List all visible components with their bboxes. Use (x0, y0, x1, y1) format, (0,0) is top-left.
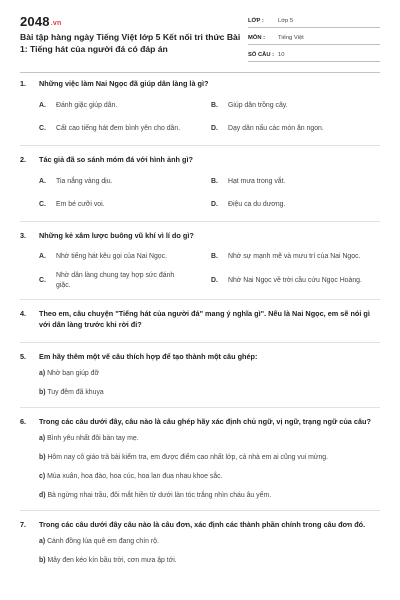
meta-value: 10 (278, 51, 285, 58)
option-label: B. (211, 102, 218, 109)
question-divider (20, 299, 380, 300)
sub-item-b (39, 388, 380, 398)
option-text: Nhờ dân làng chung tay hợp sức đánh giặc. (56, 272, 175, 289)
option-c[interactable] (39, 200, 211, 210)
question-number: 4. (20, 309, 27, 318)
option-text: Hạt mưa trong vắt. (228, 178, 286, 185)
sub-item-c (39, 472, 380, 482)
option-text: Nhờ tiếng hát kêu gọi của Nai Ngọc. (56, 253, 168, 260)
meta-key: SỐ CÂU : (248, 51, 275, 58)
question-text: Em hãy thêm một vế câu thích hợp để tạo thành một câu ghép: (39, 352, 258, 361)
option-label: B. (211, 178, 218, 185)
worksheet-header (20, 12, 380, 70)
question-number: 3. (20, 231, 27, 240)
option-label: C. (39, 277, 46, 284)
sub-item-text: Cánh đồng lúa quê em đang chín rộ. (47, 538, 159, 545)
question-number: 7. (20, 520, 27, 529)
sub-item-text: Mây đen kéo kín bầu trời, cơn mưa ập tới. (47, 557, 177, 564)
sub-item-label: a) (39, 370, 46, 377)
sub-item-label: a) (39, 538, 46, 545)
sub-item-d (39, 491, 380, 501)
question-number: 2. (20, 155, 27, 164)
option-a[interactable] (39, 101, 211, 111)
sub-item-label: b) (39, 389, 46, 396)
sub-item-text: Bình yêu nhất đôi bàn tay mẹ. (47, 435, 139, 442)
option-text: Nhờ Nai Ngọc về trời cầu cứu Ngọc Hoàng. (228, 277, 362, 284)
option-b[interactable] (211, 252, 383, 262)
sub-item-b (39, 453, 380, 463)
question-divider (20, 145, 380, 146)
site-logo[interactable] (20, 14, 61, 29)
sub-item-text: Hôm nay cô giáo trả bài kiểm tra, em được điểm cao nhất lớp, cả nhà em ai cũng vui mừng. (47, 454, 329, 461)
question-divider (20, 342, 380, 343)
sub-item-a (39, 434, 380, 444)
question-text: Những việc làm Nai Ngọc đã giúp dân làng là gì? (39, 79, 209, 88)
meta-row-subject (248, 31, 380, 45)
sub-item-label: d) (39, 492, 46, 499)
question-list (20, 78, 380, 566)
sub-item-label: b) (39, 557, 46, 564)
question-divider (20, 510, 380, 511)
option-label: D. (211, 277, 218, 284)
meta-key: MÔN : (248, 34, 266, 41)
logo-main: 2048 (20, 14, 50, 29)
option-text: Nhờ sự mạnh mẽ và mưu trí của Nai Ngọc. (228, 253, 361, 260)
meta-value: Lớp 5 (278, 17, 294, 24)
sub-item-b (39, 556, 380, 566)
question-number: 6. (20, 417, 27, 426)
question-4 (20, 308, 380, 330)
option-label: A. (39, 102, 46, 109)
question-text: Theo em, câu chuyện "Tiếng hát của người đá" mang ý nghĩa gì". Nếu là Nai Ngọc, em sẽ nói gì với dân làng trước khi rời đi? (39, 309, 370, 329)
sub-item-text: Nhờ bạn giúp đỡ (47, 370, 100, 377)
option-d[interactable] (211, 124, 383, 134)
question-6 (20, 416, 380, 501)
question-3 (20, 230, 380, 291)
option-label: D. (211, 201, 218, 208)
option-b[interactable] (211, 177, 383, 187)
question-5 (20, 351, 380, 398)
question-text: Trong các câu dưới đây câu nào là câu đơn, xác định các thành phần chính trong câu đơn đó. (39, 520, 366, 529)
option-d[interactable] (211, 271, 383, 291)
meta-row-count (248, 48, 380, 62)
meta-key: LỚP : (248, 17, 264, 24)
option-label: A. (39, 178, 46, 185)
option-text: Dạy dân nấu các món ăn ngon. (228, 125, 324, 132)
option-text: Tia nắng vàng dịu. (56, 178, 113, 185)
worksheet-title: Bài tập hàng ngày Tiếng Việt lớp 5 Kết nối tri thức Bài 1: Tiếng hát của người đá có đáp án (20, 32, 241, 54)
question-number: 5. (20, 352, 27, 361)
sub-item-a (39, 537, 380, 547)
option-label: D. (211, 125, 218, 132)
logo-suffix: .vn (50, 20, 62, 27)
question-text: Những kẻ xâm lược buông vũ khí vì lí do gì? (39, 231, 194, 240)
worksheet-meta (248, 14, 380, 65)
option-label: C. (39, 125, 46, 132)
question-7 (20, 519, 380, 566)
option-b[interactable] (211, 101, 383, 111)
option-label: B. (211, 253, 218, 260)
option-text: Cất cao tiếng hát đem bình yên cho dân. (56, 125, 181, 132)
sub-item-a (39, 369, 380, 379)
sub-item-label: c) (39, 473, 46, 480)
sub-item-label: a) (39, 435, 46, 442)
meta-row-class (248, 14, 380, 28)
question-2 (20, 154, 380, 210)
question-divider (20, 407, 380, 408)
header-divider (20, 72, 380, 73)
option-text: Em bé cưỡi voi. (56, 201, 105, 208)
question-number: 1. (20, 79, 27, 88)
sub-item-label: b) (39, 454, 46, 461)
option-text: Điệu ca du dương. (228, 201, 286, 208)
option-c[interactable] (39, 124, 211, 134)
option-a[interactable] (39, 252, 211, 262)
option-text: Giúp dân trồng cây. (228, 102, 288, 109)
question-text: Trong các câu dưới đây, câu nào là câu ghép hãy xác định chủ ngữ, vị ngữ, trạng ngữ của câu? (39, 417, 371, 426)
meta-value: Tiếng Việt (278, 34, 304, 41)
option-label: C. (39, 201, 46, 208)
option-a[interactable] (39, 177, 211, 187)
option-text: Đánh giặc giúp dân. (56, 102, 118, 109)
question-text: Tác giả đã so sánh móm đá với hình ảnh gì? (39, 155, 193, 164)
question-divider (20, 221, 380, 222)
option-c[interactable] (39, 271, 211, 291)
option-label: A. (39, 253, 46, 260)
option-d[interactable] (211, 200, 383, 210)
sub-item-text: Bà ngừng nhai trầu, đôi mắt hiền từ dưới làn tóc trắng nhìn cháu âu yếm. (47, 492, 272, 499)
sub-item-text: Tuy đêm đã khuya (47, 389, 104, 396)
question-1 (20, 78, 380, 134)
sub-item-text: Mùa xuân, hoa đào, hoa cúc, hoa lan đua nhau khoe sắc. (47, 473, 223, 480)
